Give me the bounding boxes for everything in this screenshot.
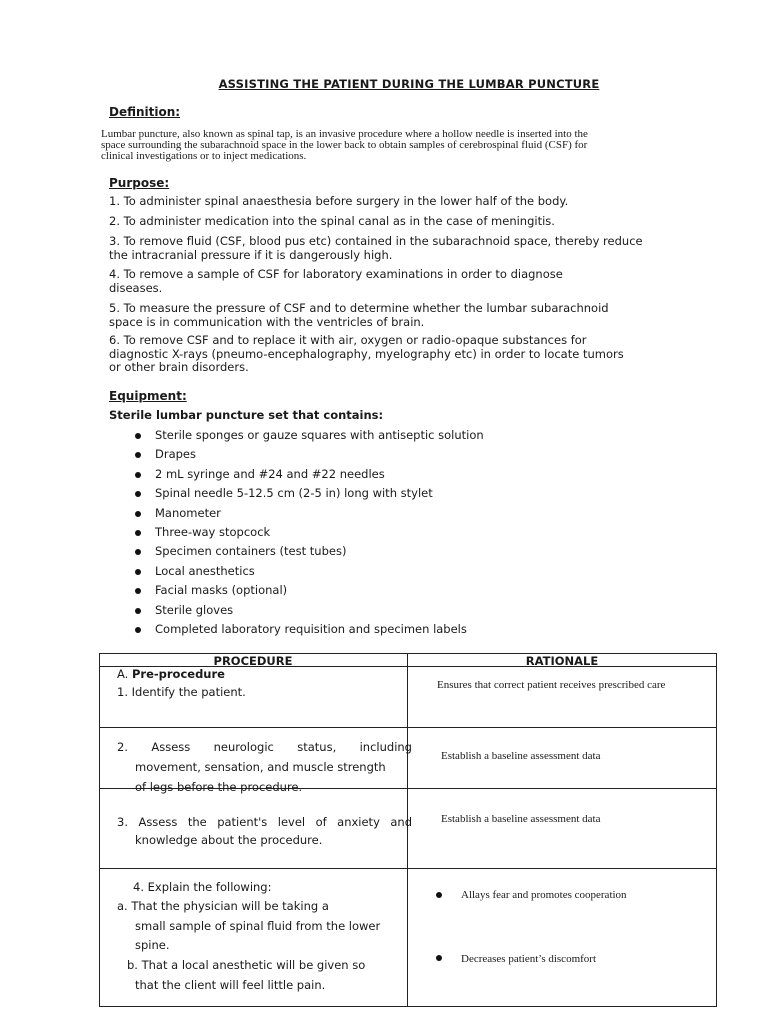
list-item-text: Local anesthetics <box>155 564 255 578</box>
procedure-step-1: 1. Identify the patient. <box>117 685 246 699</box>
list-item-text: Drapes <box>155 447 196 461</box>
list-item <box>155 564 255 578</box>
procedure-table <box>99 653 717 1007</box>
bullet-icon <box>436 955 442 961</box>
list-item <box>155 428 484 442</box>
list-item <box>155 486 433 500</box>
purpose-item-2: 2. To administer medication into the spinal canal as in the case of meningitis. <box>109 214 555 228</box>
equipment-subheading: Sterile lumbar puncture set that contains: <box>109 408 384 422</box>
procedure-step-4-line-1: 4. Explain the following: <box>133 880 272 894</box>
definition-heading: Definition: <box>109 105 181 119</box>
column-header-rationale: RATIONALE <box>525 654 599 668</box>
rationale-4b: Decreases patient’s discomfort <box>461 953 597 965</box>
purpose-item-1: 1. To administer spinal anaesthesia before surgery in the lower half of the body. <box>109 194 569 208</box>
list-item <box>155 447 196 461</box>
bullet-icon <box>135 511 141 517</box>
list-item <box>155 525 270 539</box>
procedure-step-3-line-1: 3. Assess the patient's level of anxiety and <box>117 815 412 829</box>
table-row-divider <box>99 868 717 869</box>
definition-line-1: Lumbar puncture, also known as spinal tap, is an invasive procedure where a hollow needle is inserted into the <box>101 128 588 140</box>
list-item-text: Sterile sponges or gauze squares with antiseptic solution <box>155 428 484 442</box>
purpose-item-6: 6. To remove CSF and to replace it with air, oxygen or radio-opaque substances for diagnostic X-rays (pneumo-encephalography, myelography etc) in order to locate tumors or other brain disorders. <box>109 333 624 374</box>
bullet-icon <box>135 472 141 478</box>
list-item-text: Specimen containers (test tubes) <box>155 544 347 558</box>
list-item-text: Three-way stopcock <box>155 525 271 539</box>
list-item <box>155 506 221 520</box>
bullet-icon <box>135 608 141 614</box>
bullet-icon <box>436 892 442 898</box>
purpose-heading: Purpose: <box>109 176 170 190</box>
procedure-step-4-line-5: b. That a local anesthetic will be given so <box>127 958 366 972</box>
list-item-text: Facial masks (optional) <box>155 583 288 597</box>
bullet-icon <box>135 627 141 633</box>
section-title <box>117 667 225 681</box>
definition-line-3: clinical investigations or to inject medications. <box>101 150 307 162</box>
rationale-2: Establish a baseline assessment data <box>441 750 601 762</box>
list-item-text: Sterile gloves <box>155 603 234 617</box>
procedure-step-2-line-1: 2. Assess neurologic status, including <box>117 740 412 754</box>
purpose-item-4: 4. To remove a sample of CSF for laboratory examinations in order to diagnose diseases. <box>109 267 563 295</box>
rationale-4a: Allays fear and promotes cooperation <box>461 889 627 901</box>
rationale-1: Ensures that correct patient receives prescribed care <box>437 679 666 691</box>
document-title: ASSISTING THE PATIENT DURING THE LUMBAR PUNCTURE <box>218 77 600 91</box>
bullet-icon <box>135 569 141 575</box>
procedure-step-2-line-3: of legs before the procedure. <box>135 780 303 794</box>
list-item-text: Manometer <box>155 506 221 520</box>
purpose-item-5: 5. To measure the pressure of CSF and to determine whether the lumbar subarachnoid space is in communication with the ventricles of brain. <box>109 301 609 329</box>
list-item-text: 2 mL syringe and #24 and #22 needles <box>155 467 385 481</box>
list-item-text: Completed laboratory requisition and specimen labels <box>155 622 467 636</box>
section-name: Pre-procedure <box>131 667 225 681</box>
procedure-step-4-line-6: that the client will feel little pain. <box>135 978 326 992</box>
bullet-icon <box>135 530 141 536</box>
column-header-procedure: PROCEDURE <box>213 654 293 668</box>
equipment-heading: Equipment: <box>109 389 187 403</box>
procedure-step-4-line-3: small sample of spinal fluid from the lower <box>135 919 381 933</box>
bullet-icon <box>135 549 141 555</box>
definition-line-2: space surrounding the subarachnoid space in the lower back to obtain samples of cerebrospinal fluid (CSF) for <box>101 139 588 151</box>
procedure-step-3-line-2: knowledge about the procedure. <box>135 833 323 847</box>
list-item <box>155 544 346 558</box>
list-item <box>155 622 467 636</box>
procedure-step-4-line-2: a. That the physician will be taking a <box>117 899 329 913</box>
bullet-icon <box>135 491 141 497</box>
table-row-divider <box>99 727 717 728</box>
procedure-step-4-line-4: spine. <box>135 938 170 952</box>
list-item <box>155 583 287 597</box>
bullet-icon <box>135 433 141 439</box>
procedure-step-2-line-2: movement, sensation, and muscle strength <box>135 760 386 774</box>
list-item-text: Spinal needle 5-12.5 cm (2-5 in) long with stylet <box>155 486 433 500</box>
table-column-divider <box>407 653 408 1007</box>
list-item <box>155 603 233 617</box>
rationale-3: Establish a baseline assessment data <box>441 813 601 825</box>
list-item <box>155 467 385 481</box>
bullet-icon <box>135 588 141 594</box>
purpose-item-3: 3. To remove fluid (CSF, blood pus etc) contained in the subarachnoid space, thereby reduce the intracranial pressure if it is dangerously high. <box>109 234 643 262</box>
bullet-icon <box>135 452 141 458</box>
section-letter: A. <box>117 667 129 681</box>
